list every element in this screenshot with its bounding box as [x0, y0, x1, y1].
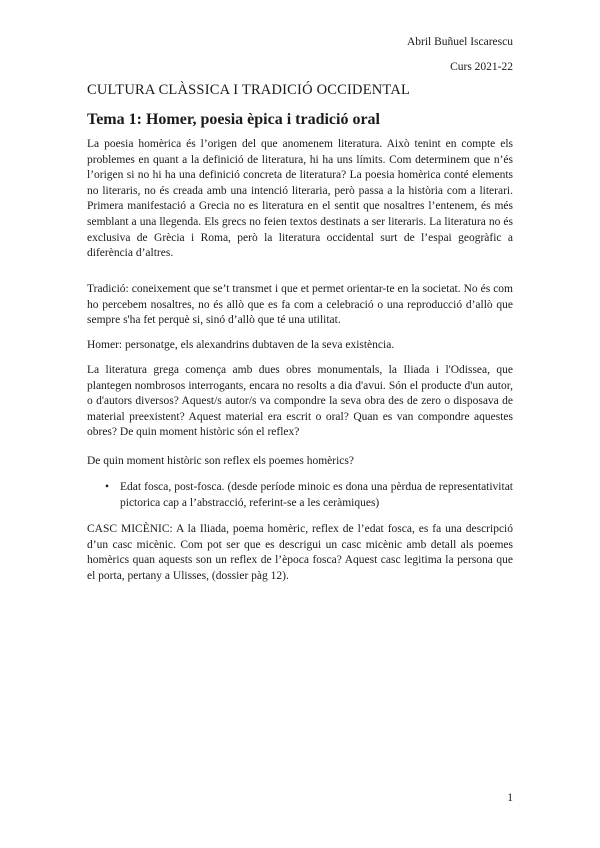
- paragraph-text: De quin moment històric son reflex els poemes homèrics?: [87, 455, 354, 467]
- paragraph-text: La literatura grega comença amb dues obres monumentals, la Iliada i l'Odissea, que plantegen nombrosos interrogants, encara no resolts a dia d'avui. Són el producte d'un autor, o d'autors diversos? Aquest/s autor/s va compondre la seva obra des de zero o disposava de material preexistent? Aquest material era escrit o oral? Quan es van compondre aquestes obres? De quin moment històric són el reflex?: [87, 364, 513, 439]
- page-number: 1: [507, 792, 513, 804]
- document-title: CULTURA CLÀSSICA I TRADICIÓ OCCIDENTAL: [87, 82, 411, 98]
- paragraph-text: La poesia homèrica és l’origen del que anomenem literatura. Això tenint en compte els problemes en quant a la definició de literatura, hi ha uns límits. Com determinem que n’és l’origen si no hi ha una definició concreta de literatura? La poesia homèrica conté elements no literaris, no és creada amb una intenció literaria, però passa a la història com a literari. Primera manifestació a Grecia no es literatura en el sentit que nosaltres l’entenem, és més semblant a una llegenda. Els grecs no feien textos destinats a ser literaris. La literatura no és exclusiva de Grècia i Roma, però la literatura occidental surt de l’espai geogràfic a diferència d’altres.: [87, 138, 513, 260]
- paragraph-question: [87, 454, 513, 470]
- paragraph-homer: [87, 338, 513, 354]
- paragraph-origin: [87, 137, 513, 262]
- document-subtitle: Tema 1: Homer, poesia èpica i tradició oral: [87, 111, 380, 128]
- paragraph-mycenaean-helmet: [87, 522, 513, 584]
- author-name: Abril Buñuel Iscarescu: [406, 36, 513, 48]
- paragraph-text: Tradició: coneixement que se’t transmet i que et permet orientar-te en la societat. No és com ho percebem nosaltres, no és allò que es fa com a celebració o una reproducció d’allò que sempre s'ha fet perquè si, sinó d’allò que té una utilitat.: [87, 283, 513, 327]
- bullet-text: Edat fosca, post-fosca. (desde període minoic es dona una pèrdua de representativitat pictorica cap a l’abstracció, referint-se a les ceràmiques): [120, 481, 513, 509]
- bullet-list-item: [105, 480, 513, 511]
- paragraph-text: Homer: personatge, els alexandrins dubtaven de la seva existència.: [87, 339, 395, 351]
- paragraph-greek-literature: [87, 363, 513, 441]
- paragraph-text: CASC MICÈNIC: A la Iliada, poema homèric, reflex de l’edat fosca, es fa una descripció d’un casc micènic. Com pot ser que es descrigui un casc micènic amb detall als poemes homèrics quan aquests son un reflex de l’època fosca? Aquest casc legitima la persona que el porta, pertany a Ulisses, (dossier pàg 12).: [87, 523, 513, 582]
- paragraph-tradition: [87, 282, 513, 329]
- course-year: Curs 2021-22: [450, 61, 513, 73]
- bullet-icon: •: [105, 481, 110, 493]
